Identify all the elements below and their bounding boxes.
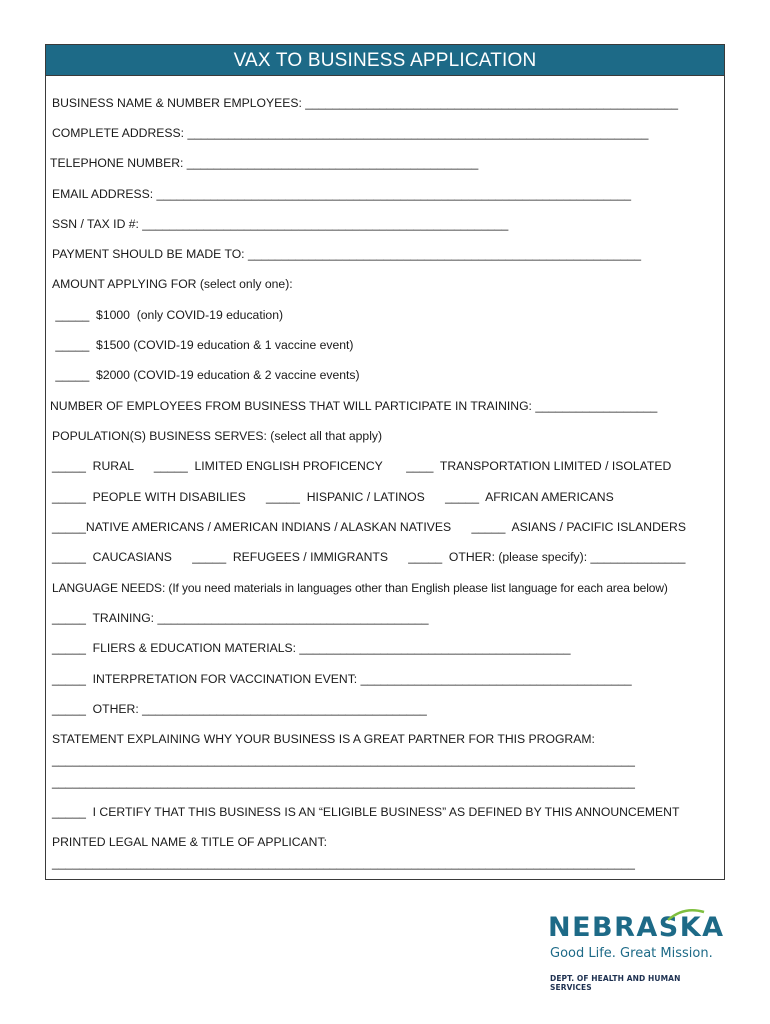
statement-line-1[interactable]: ______________________________________________________________________________________ xyxy=(52,753,635,767)
form-title: VAX TO BUSINESS APPLICATION xyxy=(46,45,724,76)
statement-line-2[interactable]: ______________________________________________________________________________________ xyxy=(52,775,635,789)
language-interpretation-field[interactable]: _____ INTERPRETATION FOR VACCINATION EVENT: ________________________________________ xyxy=(52,672,632,686)
certify-checkbox-line[interactable]: _____ I CERTIFY THAT THIS BUSINESS IS AN “ELIGIBLE BUSINESS” AS DEFINED BY THIS ANNOUNCEMENT xyxy=(52,805,680,819)
language-heading: LANGUAGE NEEDS: (If you need materials in languages other than English please list language for each area below) xyxy=(52,581,668,595)
logo-wordmark: NEBRASKA xyxy=(548,912,725,943)
tax-id-field[interactable]: SSN / TAX ID #: ______________________________________________________ xyxy=(52,217,509,231)
language-fliers-field[interactable]: _____ FLIERS & EDUCATION MATERIALS: ________________________________________ xyxy=(52,641,571,655)
application-form xyxy=(45,44,725,880)
logo-swoosh-icon xyxy=(666,908,706,922)
business-name-field[interactable]: BUSINESS NAME & NUMBER EMPLOYEES: _______________________________________________________ xyxy=(52,96,679,110)
nebraska-dhhs-logo xyxy=(548,912,725,992)
logo-department: DEPT. OF HEALTH AND HUMAN SERVICES xyxy=(550,974,681,992)
telephone-field[interactable]: TELEPHONE NUMBER: ___________________________________________ xyxy=(50,156,479,170)
email-field[interactable]: EMAIL ADDRESS: ______________________________________________________________________ xyxy=(52,187,631,201)
population-row-4[interactable]: _____ CAUCASIANS _____ REFUGEES / IMMIGRANTS _____ OTHER: (please specify): ______________ xyxy=(52,550,686,564)
amount-option-1500[interactable]: _____ $1500 (COVID-19 education & 1 vaccine event) xyxy=(52,338,354,352)
amount-option-2000[interactable]: _____ $2000 (COVID-19 education & 2 vaccine events) xyxy=(52,368,360,382)
statement-heading: STATEMENT EXPLAINING WHY YOUR BUSINESS IS A GREAT PARTNER FOR THIS PROGRAM: xyxy=(52,732,595,746)
amount-option-1000[interactable]: _____ $1000 (only COVID-19 education) xyxy=(52,308,284,322)
employees-training-field[interactable]: NUMBER OF EMPLOYEES FROM BUSINESS THAT WILL PARTICIPATE IN TRAINING: __________________ xyxy=(50,399,658,413)
logo-tagline: Good Life. Great Mission. xyxy=(550,946,713,961)
language-other-field[interactable]: _____ OTHER: __________________________________________ xyxy=(52,702,427,716)
amount-heading: AMOUNT APPLYING FOR (select only one): xyxy=(52,277,293,291)
population-row-3[interactable]: _____NATIVE AMERICANS / AMERICAN INDIANS / ALASKAN NATIVES _____ ASIANS / PACIFIC ISLANDERS xyxy=(52,520,686,534)
applicant-name-line[interactable]: ______________________________________________________________________________________ xyxy=(52,856,635,870)
address-field[interactable]: COMPLETE ADDRESS: ____________________________________________________________________ xyxy=(52,126,649,140)
applicant-heading: PRINTED LEGAL NAME & TITLE OF APPLICANT: xyxy=(52,835,327,849)
payment-to-field[interactable]: PAYMENT SHOULD BE MADE TO: __________________________________________________________ xyxy=(52,247,642,261)
population-row-2[interactable]: _____ PEOPLE WITH DISABILIES _____ HISPANIC / LATINOS _____ AFRICAN AMERICANS xyxy=(52,490,614,504)
language-training-field[interactable]: _____ TRAINING: ________________________________________ xyxy=(52,611,429,625)
population-heading: POPULATION(S) BUSINESS SERVES: (select all that apply) xyxy=(52,429,383,443)
population-row-1[interactable]: _____ RURAL _____ LIMITED ENGLISH PROFICENCY ____ TRANSPORTATION LIMITED / ISOLATED xyxy=(52,459,672,473)
